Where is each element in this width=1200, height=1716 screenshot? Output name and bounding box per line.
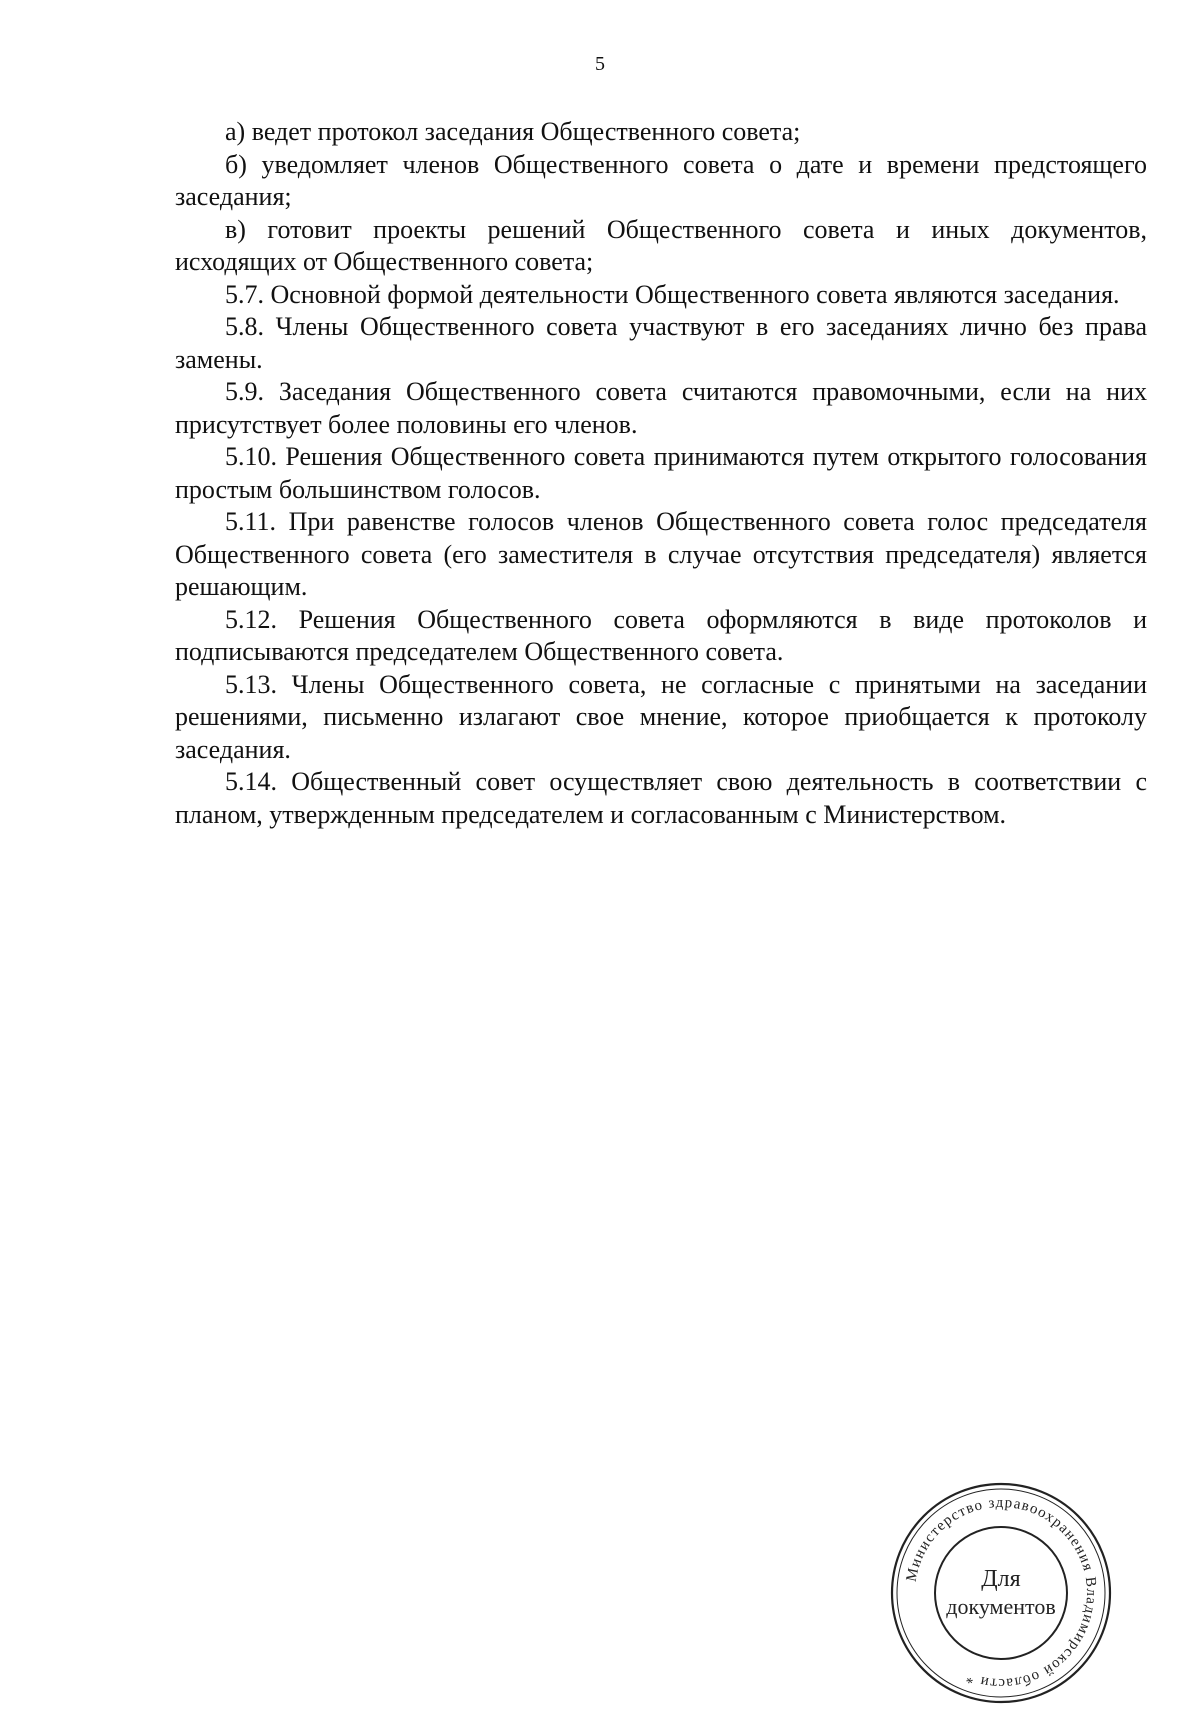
paragraph: а) ведет протокол заседания Общественного совета;	[225, 117, 801, 146]
paragraph: 5.9. Заседания Общественного совета считаются правомочными, если на них присутствует более половины его членов.	[175, 377, 1147, 439]
paragraph: 5.8. Члены Общественного совета участвуют в его заседаниях лично без права замены.	[175, 312, 1147, 374]
paragraph: 5.14. Общественный совет осуществляет свою деятельность в соответствии с планом, утвержденным председателем и согласованным с Министерством.	[175, 767, 1147, 829]
stamp-ring-text-path: Министерство здравоохранения Владимирской области *	[903, 1494, 1100, 1692]
paragraph: в) готовит проекты решений Общественного совета и иных документов, исходящих от Общественного совета;	[175, 214, 1147, 276]
stamp-center-line-2: документов	[946, 1594, 1056, 1619]
paragraph: 5.10. Решения Общественного совета принимаются путем открытого голосования простым большинством голосов.	[175, 442, 1147, 504]
paragraph: 5.11. При равенстве голосов членов Общественного совета голос председателя Общественного совета (его заместителя в случае отсутствия председателя) является решающим.	[175, 507, 1147, 601]
paragraph: б) уведомляет членов Общественного совета о дате и времени предстоящего заседания;	[175, 149, 1147, 211]
document-body	[175, 116, 1147, 831]
official-stamp	[888, 1480, 1114, 1706]
stamp-outer-ring	[892, 1484, 1110, 1702]
stamp-ring-text	[904, 1495, 1099, 1691]
page-number: 5	[595, 53, 605, 75]
paragraph: 5.13. Члены Общественного совета, не согласные с принятыми на заседании решениями, письменно излагают свое мнение, которое приобщается к протоколу заседания.	[175, 669, 1147, 764]
stamp-outer-ring-inner	[897, 1489, 1105, 1697]
paragraph: 5.12. Решения Общественного совета оформляются в виде протоколов и подписываются председателем Общественного совета.	[175, 604, 1147, 666]
stamp-inner-ring	[935, 1527, 1067, 1659]
paragraph: 5.7. Основной формой деятельности Общественного совета являются заседания.	[225, 279, 1120, 309]
stamp-center-line-1: Для	[981, 1566, 1021, 1592]
stamp-seal	[888, 1480, 1114, 1706]
